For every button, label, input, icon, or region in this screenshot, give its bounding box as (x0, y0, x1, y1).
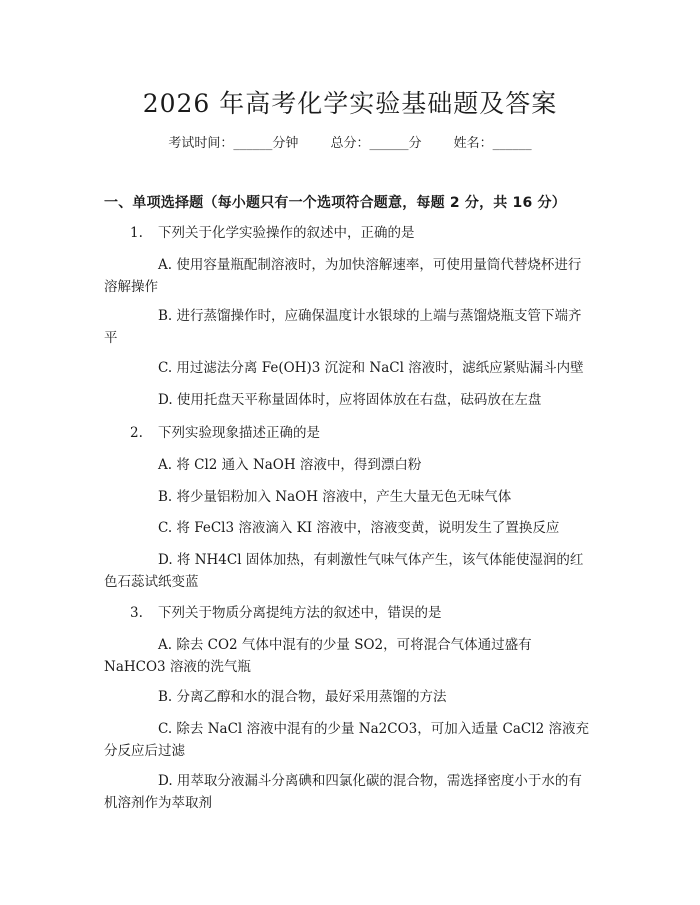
exam-time: 考试时间：______分钟 (168, 136, 299, 151)
option-b: B. 分离乙醇和水的混合物，最好采用蒸馏的方法 (158, 689, 447, 705)
option-b: B. 将少量铝粉加入 NaOH 溶液中，产生大量无色无味气体 (158, 489, 512, 505)
question-stem (130, 422, 320, 444)
option-d: D. 将 NH4Cl 固体加热，有刺激性气味气体产生，该气体能使湿润的红色石蕊试纸变蓝 (104, 552, 584, 590)
option-a: A. 除去 CO2 气体中混有的少量 SO2，可将混合气体通过盛有 NaHCO3 溶液的洗气瓶 (104, 637, 532, 675)
option-a: A. 使用容量瓶配制溶液时，为加快溶解速率，可使用量筒代替烧杯进行溶解操作 (104, 257, 582, 295)
option-a: A. 将 Cl2 通入 NaOH 溶液中，得到漂白粉 (158, 457, 422, 473)
option-d: D. 使用托盘天平称量固体时，应将固体放在右盘，砝码放在左盘 (158, 392, 542, 408)
question-number: 1. (130, 225, 143, 241)
exam-name: 姓名：______ (453, 136, 532, 151)
question-number: 2. (130, 425, 143, 441)
question-number: 3. (130, 605, 143, 621)
option-c: C. 用过滤法分离 Fe(OH)3 沉淀和 NaCl 溶液时，滤纸应紧贴漏斗内壁 (158, 360, 584, 376)
question-text: 下列关于化学实验操作的叙述中，正确的是 (158, 225, 415, 241)
question-stem (130, 222, 415, 244)
option-d: D. 用萃取分液漏斗分离碘和四氯化碳的混合物，需选择密度小于水的有机溶剂作为萃取剂 (104, 773, 582, 811)
option-b: B. 进行蒸馏操作时，应确保温度计水银球的上端与蒸馏烧瓶支管下端齐平 (104, 308, 582, 346)
option-c: C. 除去 NaCl 溶液中混有的少量 Na2CO3，可加入适量 CaCl2 溶液充分反应后过滤 (104, 721, 589, 759)
question-text: 下列关于物质分离提纯方法的叙述中，错误的是 (158, 605, 442, 621)
question-stem (130, 602, 442, 624)
section-heading: 一、单项选择题（每小题只有一个选项符合题意，每题 2 分，共 16 分） (104, 195, 566, 211)
exam-score: 总分：______分 (330, 136, 422, 151)
exam-meta (0, 132, 700, 151)
question-text: 下列实验现象描述正确的是 (158, 425, 320, 441)
page-title: 2026 年高考化学实验基础题及答案 (142, 89, 558, 118)
option-c: C. 将 FeCl3 溶液滴入 KI 溶液中，溶液变黄，说明发生了置换反应 (158, 520, 560, 536)
